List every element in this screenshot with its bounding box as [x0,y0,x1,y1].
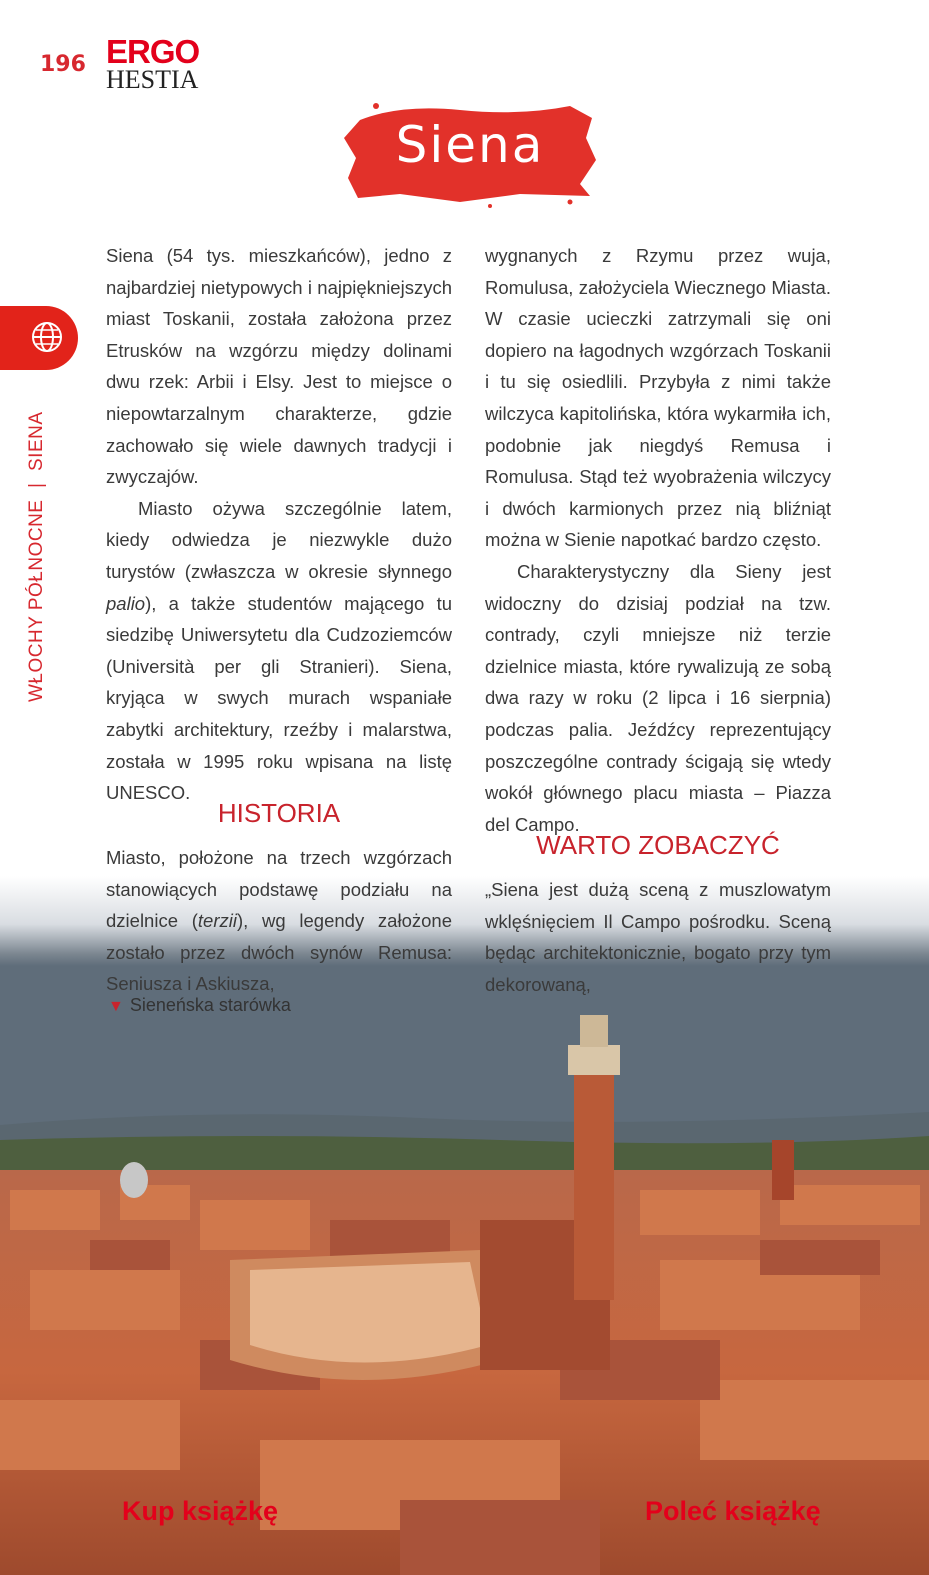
intro-paragraph-2-part-b: ), a także studentów mającego tu siedzibę Uniwersytetu dla Cudzoziemców (Università per gli Stranieri). Siena, kryjąca w swych murach wspaniałe zabytki architektury, rzeźby i malarstwa, została w 1995 roku wpisana na listę UNESCO. [106,592,452,804]
left-column-intro [106,240,452,809]
title-banner [340,98,600,208]
photo-caption [108,995,291,1016]
section-side-label: WŁOCHY PÓŁNOCNE | SIENA [26,411,47,702]
ergo-hestia-logo [106,33,216,94]
intro-paragraph-2-emphasis: palio [106,592,146,614]
triangle-down-icon: ▼ [108,998,124,1015]
intro-paragraph-2 [106,493,452,809]
buy-book-button[interactable]: Kup książkę [122,1496,279,1526]
logo-line1: ERGO [106,33,200,70]
warto-zobaczyc-heading: WARTO ZOBACZYĆ [536,830,780,860]
globe-icon [31,321,63,353]
historia-heading: HISTORIA [217,798,341,828]
right-paragraph-1: wygnanych z Rzymu przez wuja, Romulusa, założyciela Wiecznego Miasta. W czasie ucieczki zatrzymali się oni dopiero na łagodnych wzgórzach Toskanii i tu się osiedlili. Przybyła z nimi także wilczyca kapitolińska, która wykarmiła ich, podobnie jak niegdyś Remusa i Romulusa. Stąd też wyobrażenia wilczycy i dwóch karmionych przez nią bliźniąt można w Sienie napotkać bardzo często. [485,245,831,551]
right-column-text [485,240,831,840]
recommend-book-button[interactable]: Poleć książkę [645,1496,821,1526]
historia-text [106,842,452,1000]
page-number: 196 [40,52,86,77]
photo-caption-text: Sieneńska starówka [129,995,291,1015]
intro-paragraph-1: Siena (54 tys. mieszkańców), jedno z najbardziej nietypowych i najpiękniejszych miast Toskanii, została założona przez Etrusków na wzgórzu między dolinami dwu rzek: Arbii i Elsy. Jest to miejsce o niepowtarzalnym charakterze, gdzie zachowało się wiele dawnych tradycji i zwyczajów. [106,245,452,488]
historia-text-part-b: ), wg legendy założone zostało przez dwóch synów Remusa: Seniusza i Askiusza, [106,910,452,995]
logo-line2: HESTIA [106,65,199,94]
right-paragraph-2: Charakterystyczny dla Sieny jest widoczny do dzisiaj podział na tzw. contrady, czyli mniejsze niż terzie dzielnice miasta, które rywalizują ze sobą dwa razy w roku (2 lipca i 16 sierpnia) podczas palia. Jeźdźcy reprezentujący poszczególne contrady ścigają się wtedy wokół głównego placu miasta – Piazza del Campo. [485,560,831,835]
warto-zobaczyc-paragraph: „Siena jest dużą sceną z muszlowatym wklęśnięciem Il Campo pośrodku. Sceną będąc architektonicznie, bogato przy tym dekorowaną, [485,879,831,995]
historia-text-emphasis: terzii [197,910,237,932]
historia-text-part-a: Miasto, położone na trzech wzgórzach stanowiących podstawę podziału na dzielnice ( [106,847,452,932]
page-title: Siena [395,116,545,174]
warto-zobaczyc-text [485,874,831,1000]
side-tab [0,306,78,370]
intro-paragraph-2-part-a: Miasto ożywa szczególnie latem, kiedy odwiedza je niezwykle dużo turystów (zwłaszcza w okresie słynnego [106,497,452,582]
